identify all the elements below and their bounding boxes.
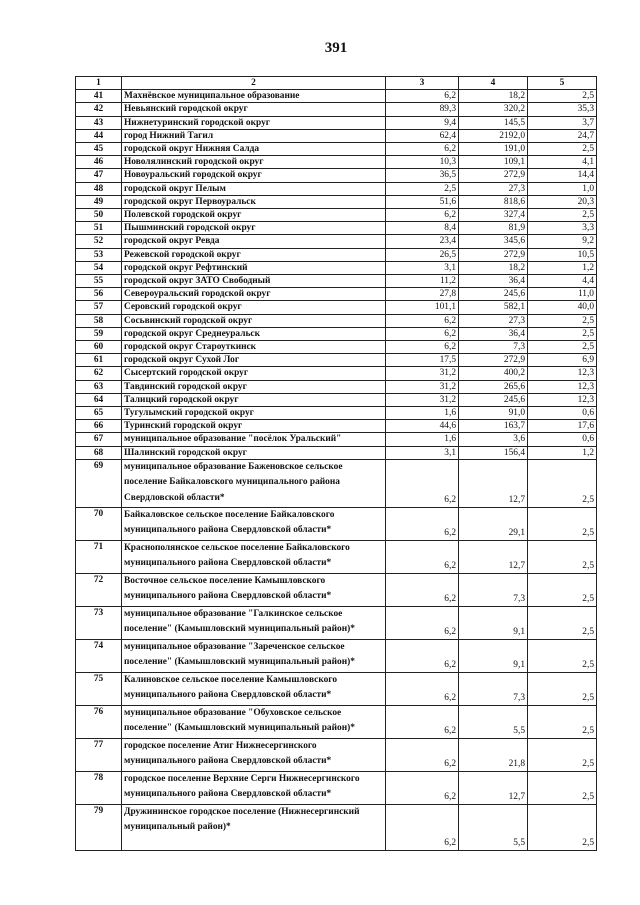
column-5-value-cell: 10,5 [528,248,597,261]
row-number-cell: 43 [76,116,122,129]
column-3-value-cell: 31,2 [386,393,459,406]
column-5-value-cell: 4,4 [528,275,597,288]
municipality-name-cell: Новоуральский городской округ [122,169,386,182]
table-row [76,380,597,393]
column-header: 3 [386,77,459,90]
column-3-value-cell: 51,6 [386,195,459,208]
municipality-name-cell: Дружининское городское поселение (Нижнесергинский муниципальный район)* [122,804,386,850]
table-row [76,407,597,420]
row-number-cell: 70 [76,507,122,540]
column-5-value-cell: 2,5 [528,738,597,771]
column-4-value-cell: 145,5 [459,116,528,129]
column-3-value-cell: 6,2 [386,314,459,327]
column-4-value-cell: 272,9 [459,169,528,182]
column-3-value-cell: 1,6 [386,407,459,420]
column-3-value-cell: 9,4 [386,116,459,129]
column-3-value-cell: 6,2 [386,738,459,771]
table-row [76,90,597,103]
row-number-cell: 59 [76,327,122,340]
column-4-value-cell: 5,5 [459,705,528,738]
table-row [76,606,597,639]
column-3-value-cell: 44,6 [386,420,459,433]
row-number-cell: 41 [76,90,122,103]
table-row [76,639,597,672]
municipality-name-cell: Нижнетуринский городской округ [122,116,386,129]
column-5-value-cell: 2,5 [528,639,597,672]
column-4-value-cell: 21,8 [459,738,528,771]
row-number-cell: 61 [76,354,122,367]
row-number-cell: 54 [76,261,122,274]
row-number-cell: 67 [76,433,122,446]
table-row [76,222,597,235]
column-4-value-cell: 27,3 [459,182,528,195]
row-number-cell: 52 [76,235,122,248]
table-row [76,573,597,606]
column-5-value-cell: 20,3 [528,195,597,208]
table-row [76,129,597,142]
table-row [76,195,597,208]
column-3-value-cell: 8,4 [386,222,459,235]
municipality-name-cell: Восточное сельское поселение Камышловского муниципального района Свердловской области* [122,573,386,606]
municipality-name-cell: городской округ Ревда [122,235,386,248]
table-row [76,705,597,738]
table-row [76,314,597,327]
row-number-cell: 56 [76,288,122,301]
column-3-value-cell: 6,2 [386,573,459,606]
table-row [76,738,597,771]
row-number-cell: 66 [76,420,122,433]
column-5-value-cell: 1,2 [528,446,597,459]
table-row [76,156,597,169]
municipality-name-cell: Сосьвинский городской округ [122,314,386,327]
row-number-cell: 78 [76,771,122,804]
row-number-cell: 76 [76,705,122,738]
column-5-value-cell: 9,2 [528,235,597,248]
column-5-value-cell: 24,7 [528,129,597,142]
column-4-value-cell: 109,1 [459,156,528,169]
table-row [76,393,597,406]
column-4-value-cell: 327,4 [459,209,528,222]
column-5-value-cell: 2,5 [528,341,597,354]
column-4-value-cell: 320,2 [459,103,528,116]
municipality-name-cell: городской округ Рефтинский [122,261,386,274]
column-4-value-cell: 163,7 [459,420,528,433]
column-3-value-cell: 6,2 [386,639,459,672]
municipality-name-cell: муниципальное образование Баженовское сельское поселение Байкаловского муниципального района Свердловской области* [122,459,386,507]
row-number-cell: 68 [76,446,122,459]
table-row [76,182,597,195]
column-5-value-cell: 2,5 [528,705,597,738]
municipality-name-cell: Шалинский городской округ [122,446,386,459]
row-number-cell: 58 [76,314,122,327]
row-number-cell: 57 [76,301,122,314]
table-row [76,327,597,340]
column-3-value-cell: 31,2 [386,367,459,380]
municipality-name-cell: Краснополянское сельское поселение Байкаловского муниципального района Свердловской области* [122,540,386,573]
column-5-value-cell: 12,3 [528,367,597,380]
column-5-value-cell: 14,4 [528,169,597,182]
municipality-name-cell: Калиновское сельское поселение Камышловского муниципального района Свердловской области* [122,672,386,705]
column-4-value-cell: 2192,0 [459,129,528,142]
column-3-value-cell: 2,5 [386,182,459,195]
row-number-cell: 65 [76,407,122,420]
column-4-value-cell: 29,1 [459,507,528,540]
row-number-cell: 46 [76,156,122,169]
table-row [76,103,597,116]
table-row [76,420,597,433]
row-number-cell: 53 [76,248,122,261]
column-4-value-cell: 18,2 [459,261,528,274]
column-3-value-cell: 6,2 [386,327,459,340]
municipality-name-cell: Махнёвское муниципальное образование [122,90,386,103]
column-3-value-cell: 6,2 [386,507,459,540]
municipality-name-cell: городское поселение Атиг Нижнесергинского муниципального района Свердловской области* [122,738,386,771]
column-4-value-cell: 9,1 [459,639,528,672]
municipality-name-cell: городской округ Пелым [122,182,386,195]
table-row [76,248,597,261]
column-5-value-cell: 2,5 [528,672,597,705]
column-3-value-cell: 26,5 [386,248,459,261]
column-3-value-cell: 6,2 [386,771,459,804]
row-number-cell: 73 [76,606,122,639]
table-row [76,433,597,446]
table-row [76,804,597,850]
column-4-value-cell: 265,6 [459,380,528,393]
column-4-value-cell: 36,4 [459,327,528,340]
row-number-cell: 51 [76,222,122,235]
row-number-cell: 63 [76,380,122,393]
column-4-value-cell: 12,7 [459,540,528,573]
column-header: 4 [459,77,528,90]
table-row [76,459,597,507]
column-5-value-cell: 40,0 [528,301,597,314]
column-4-value-cell: 3,6 [459,433,528,446]
table-row [76,672,597,705]
column-3-value-cell: 10,3 [386,156,459,169]
column-3-value-cell: 6,2 [386,341,459,354]
municipality-name-cell: городской округ Староуткинск [122,341,386,354]
column-5-value-cell: 0,6 [528,433,597,446]
column-4-value-cell: 245,6 [459,393,528,406]
row-number-cell: 45 [76,143,122,156]
column-3-value-cell: 6,2 [386,606,459,639]
column-4-value-cell: 27,3 [459,314,528,327]
table-row [76,288,597,301]
column-5-value-cell: 2,5 [528,314,597,327]
column-3-value-cell: 3,1 [386,261,459,274]
column-5-value-cell: 2,5 [528,606,597,639]
column-4-value-cell: 36,4 [459,275,528,288]
table-row [76,116,597,129]
municipality-name-cell: Североуральский городской округ [122,288,386,301]
column-5-value-cell: 17,6 [528,420,597,433]
municipality-name-cell: Тугулымский городской округ [122,407,386,420]
row-number-cell: 72 [76,573,122,606]
column-3-value-cell: 3,1 [386,446,459,459]
table-row [76,169,597,182]
row-number-cell: 69 [76,459,122,507]
municipality-name-cell: Тавдинский городской округ [122,380,386,393]
column-5-value-cell: 2,5 [528,143,597,156]
municipality-name-cell: Режевской городской округ [122,248,386,261]
page-number: 391 [324,40,348,56]
column-header: 5 [528,77,597,90]
column-4-value-cell: 12,7 [459,771,528,804]
column-3-value-cell: 36,5 [386,169,459,182]
column-4-value-cell: 12,7 [459,459,528,507]
column-4-value-cell: 9,1 [459,606,528,639]
column-3-value-cell: 27,8 [386,288,459,301]
table-header-row [76,77,597,90]
municipality-name-cell: Талицкий городской округ [122,393,386,406]
column-5-value-cell: 2,5 [528,507,597,540]
column-5-value-cell: 3,3 [528,222,597,235]
column-5-value-cell: 2,5 [528,573,597,606]
column-4-value-cell: 7,3 [459,573,528,606]
municipality-name-cell: Туринский городской округ [122,420,386,433]
column-5-value-cell: 35,3 [528,103,597,116]
municipality-name-cell: городской округ ЗАТО Свободный [122,275,386,288]
column-5-value-cell: 2,5 [528,804,597,850]
column-header: 1 [76,77,122,90]
municipality-name-cell: городской округ Среднеуральск [122,327,386,340]
column-4-value-cell: 818,6 [459,195,528,208]
table-row [76,771,597,804]
column-4-value-cell: 400,2 [459,367,528,380]
row-number-cell: 75 [76,672,122,705]
column-5-value-cell: 2,5 [528,771,597,804]
column-5-value-cell: 2,5 [528,327,597,340]
column-4-value-cell: 7,3 [459,341,528,354]
row-number-cell: 71 [76,540,122,573]
column-5-value-cell: 1,2 [528,261,597,274]
row-number-cell: 60 [76,341,122,354]
column-4-value-cell: 91,0 [459,407,528,420]
column-3-value-cell: 6,2 [386,459,459,507]
column-5-value-cell: 3,7 [528,116,597,129]
municipality-name-cell: муниципальное образование "Обуховское сельское поселение" (Камышловский муниципальный район)* [122,705,386,738]
column-3-value-cell: 1,6 [386,433,459,446]
column-5-value-cell: 0,6 [528,407,597,420]
table-row [76,367,597,380]
column-3-value-cell: 6,2 [386,143,459,156]
column-3-value-cell: 6,2 [386,90,459,103]
column-4-value-cell: 582,1 [459,301,528,314]
row-number-cell: 62 [76,367,122,380]
municipality-name-cell: город Нижний Тагил [122,129,386,142]
column-5-value-cell: 2,5 [528,90,597,103]
column-3-value-cell: 89,3 [386,103,459,116]
column-4-value-cell: 245,6 [459,288,528,301]
table-row [76,540,597,573]
row-number-cell: 50 [76,209,122,222]
column-3-value-cell: 6,2 [386,705,459,738]
table-row [76,261,597,274]
municipality-name-cell: Невьянский городской округ [122,103,386,116]
table-row [76,446,597,459]
municipality-name-cell: городской округ Первоуральск [122,195,386,208]
column-4-value-cell: 5,5 [459,804,528,850]
column-3-value-cell: 11,2 [386,275,459,288]
row-number-cell: 74 [76,639,122,672]
column-3-value-cell: 31,2 [386,380,459,393]
table-row [76,341,597,354]
municipality-name-cell: городское поселение Верхние Серги Нижнесергинского муниципального района Свердловской области* [122,771,386,804]
table-row [76,507,597,540]
row-number-cell: 55 [76,275,122,288]
row-number-cell: 48 [76,182,122,195]
row-number-cell: 49 [76,195,122,208]
row-number-cell: 47 [76,169,122,182]
table-row [76,354,597,367]
column-3-value-cell: 6,2 [386,672,459,705]
municipality-name-cell: муниципальное образование "Галкинское сельское поселение" (Камышловский муниципальный район)* [122,606,386,639]
column-3-value-cell: 62,4 [386,129,459,142]
column-3-value-cell: 17,5 [386,354,459,367]
row-number-cell: 42 [76,103,122,116]
row-number-cell: 44 [76,129,122,142]
table-row [76,235,597,248]
data-table [75,76,597,851]
municipality-name-cell: Байкаловское сельское поселение Байкаловского муниципального района Свердловской области* [122,507,386,540]
column-4-value-cell: 156,4 [459,446,528,459]
table-row [76,301,597,314]
row-number-cell: 64 [76,393,122,406]
column-5-value-cell: 1,0 [528,182,597,195]
row-number-cell: 77 [76,738,122,771]
table-body [76,77,597,851]
table-row [76,275,597,288]
municipality-name-cell: Серовский городской округ [122,301,386,314]
municipality-name-cell: городской округ Сухой Лог [122,354,386,367]
municipality-name-cell: Новолялинский городской округ [122,156,386,169]
municipality-name-cell: Полевской городской округ [122,209,386,222]
column-4-value-cell: 81,9 [459,222,528,235]
column-3-value-cell: 6,2 [386,804,459,850]
column-4-value-cell: 345,6 [459,235,528,248]
column-5-value-cell: 2,5 [528,459,597,507]
column-5-value-cell: 2,5 [528,209,597,222]
municipality-name-cell: Сысертский городской округ [122,367,386,380]
row-number-cell: 79 [76,804,122,850]
column-header: 2 [122,77,386,90]
column-4-value-cell: 18,2 [459,90,528,103]
municipality-name-cell: городской округ Нижняя Салда [122,143,386,156]
column-4-value-cell: 272,9 [459,248,528,261]
municipality-name-cell: муниципальное образование "Зареченское сельское поселение" (Камышловский муниципальный район)* [122,639,386,672]
column-5-value-cell: 4,1 [528,156,597,169]
column-3-value-cell: 23,4 [386,235,459,248]
column-4-value-cell: 191,0 [459,143,528,156]
column-3-value-cell: 6,2 [386,540,459,573]
column-5-value-cell: 12,3 [528,393,597,406]
column-5-value-cell: 6,9 [528,354,597,367]
column-4-value-cell: 272,9 [459,354,528,367]
municipality-name-cell: Пышминский городской округ [122,222,386,235]
column-5-value-cell: 2,5 [528,540,597,573]
table-row [76,143,597,156]
column-5-value-cell: 11,0 [528,288,597,301]
column-3-value-cell: 6,2 [386,209,459,222]
column-3-value-cell: 101,1 [386,301,459,314]
table-row [76,209,597,222]
column-5-value-cell: 12,3 [528,380,597,393]
municipality-name-cell: муниципальное образование "посёлок Уральский" [122,433,386,446]
column-4-value-cell: 7,3 [459,672,528,705]
